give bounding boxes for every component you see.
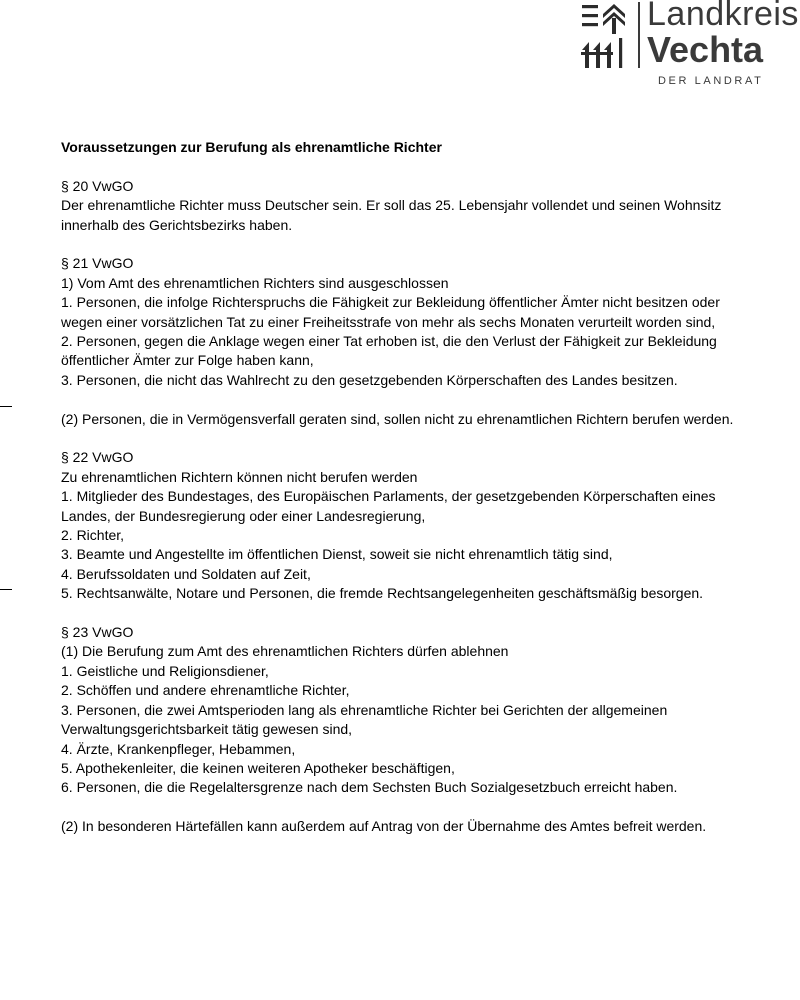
section-text: Der ehrenamtliche Richter muss Deutscher sein. Er soll das 25. Lebensjahr vollendet und seinen Wohnsitz innerhalb des Gerichtsbezirks haben. bbox=[61, 197, 722, 233]
section-intro: Zu ehrenamtlichen Richtern können nicht berufen werden bbox=[61, 468, 418, 485]
landkreis-vechta-logo bbox=[581, 0, 800, 92]
logo-text-landkreis: Landkreis bbox=[647, 0, 799, 33]
document-title: Voraussetzungen zur Berufung als ehrenamtliche Richter bbox=[61, 139, 442, 155]
list-item: 5. Rechtsanwälte, Notare und Personen, die fremde Rechtsangelegenheiten geschäftsmäßig besorgen. bbox=[61, 585, 704, 602]
list-item: 1. Geistliche und Religionsdiener, bbox=[61, 662, 269, 679]
fold-mark-top bbox=[0, 406, 12, 407]
section-23 bbox=[61, 623, 751, 836]
fold-mark-bottom bbox=[0, 589, 12, 590]
section-paragraph-2: (2) In besonderen Härtefällen kann außerdem auf Antrag von der Übernahme des Amtes befreit werden. bbox=[61, 818, 707, 835]
section-heading: § 23 VwGO bbox=[61, 624, 134, 641]
section-intro: 1) Vom Amt des ehrenamtlichen Richters sind ausgeschlossen bbox=[61, 274, 449, 291]
list-item: 3. Personen, die zwei Amtsperioden lang als ehrenamtliche Richter bei Gerichten der allgemeinen Verwaltungsgerichtsbarkeit tätig gewesen sind, bbox=[61, 701, 668, 738]
section-paragraph-2: (2) Personen, die in Vermögensverfall geraten sind, sollen nicht zu ehrenamtlichen Richtern berufen werden. bbox=[61, 410, 734, 427]
logo-divider bbox=[638, 2, 640, 68]
list-item: 2. Richter, bbox=[61, 527, 125, 544]
logo-text-der-landrat: DER LANDRAT bbox=[658, 75, 764, 87]
list-item: 4. Berufssoldaten und Soldaten auf Zeit, bbox=[61, 565, 311, 582]
coat-of-arms-icon bbox=[581, 2, 629, 68]
list-item: 2. Personen, gegen die Anklage wegen einer Tat erhoben ist, die den Verlust der Fähigkeit zur Bekleidung öffentlicher Ämter zur Folge haben kann, bbox=[61, 333, 717, 369]
section-heading: § 20 VwGO bbox=[61, 177, 134, 194]
list-item: 3. Beamte und Angestellte im öffentlichen Dienst, soweit sie nicht ehrenamtlich tätig sind, bbox=[61, 546, 613, 563]
list-item: 2. Schöffen und andere ehrenamtliche Richter, bbox=[61, 682, 350, 699]
list-item: 5. Apothekenleiter, die keinen weiteren Apotheker beschäftigen, bbox=[61, 759, 455, 776]
section-heading: § 22 VwGO bbox=[61, 449, 134, 466]
section-21 bbox=[61, 254, 751, 429]
section-22 bbox=[61, 448, 751, 603]
list-item: 3. Personen, die nicht das Wahlrecht zu den gesetzgebenden Körperschaften des Landes besitzen. bbox=[61, 371, 678, 388]
list-item: 6. Personen, die die Regelaltersgrenze nach dem Sechsten Buch Sozialgesetzbuch erreicht haben. bbox=[61, 779, 678, 796]
section-heading: § 21 VwGO bbox=[61, 255, 134, 272]
list-item: 1. Personen, die infolge Richterspruchs die Fähigkeit zur Bekleidung öffentlicher Ämter nicht besitzen oder wegen einer vorsätzlichen Tat zu einer Freiheitsstrafe von mehr als sechs Monaten verurteilt worden sind, bbox=[61, 294, 720, 330]
list-item: 4. Ärzte, Krankenpfleger, Hebammen, bbox=[61, 740, 296, 757]
document-body bbox=[61, 138, 751, 837]
section-intro: (1) Die Berufung zum Amt des ehrenamtlichen Richters dürfen ablehnen bbox=[61, 643, 509, 660]
logo-text-vechta: Vechta bbox=[647, 29, 764, 70]
list-item: 1. Mitglieder des Bundestages, des Europäischen Parlaments, der gesetzgebenden Körperschaften eines Landes, der Bundesregierung oder einer Landesregierung, bbox=[61, 488, 716, 524]
section-20 bbox=[61, 177, 751, 235]
